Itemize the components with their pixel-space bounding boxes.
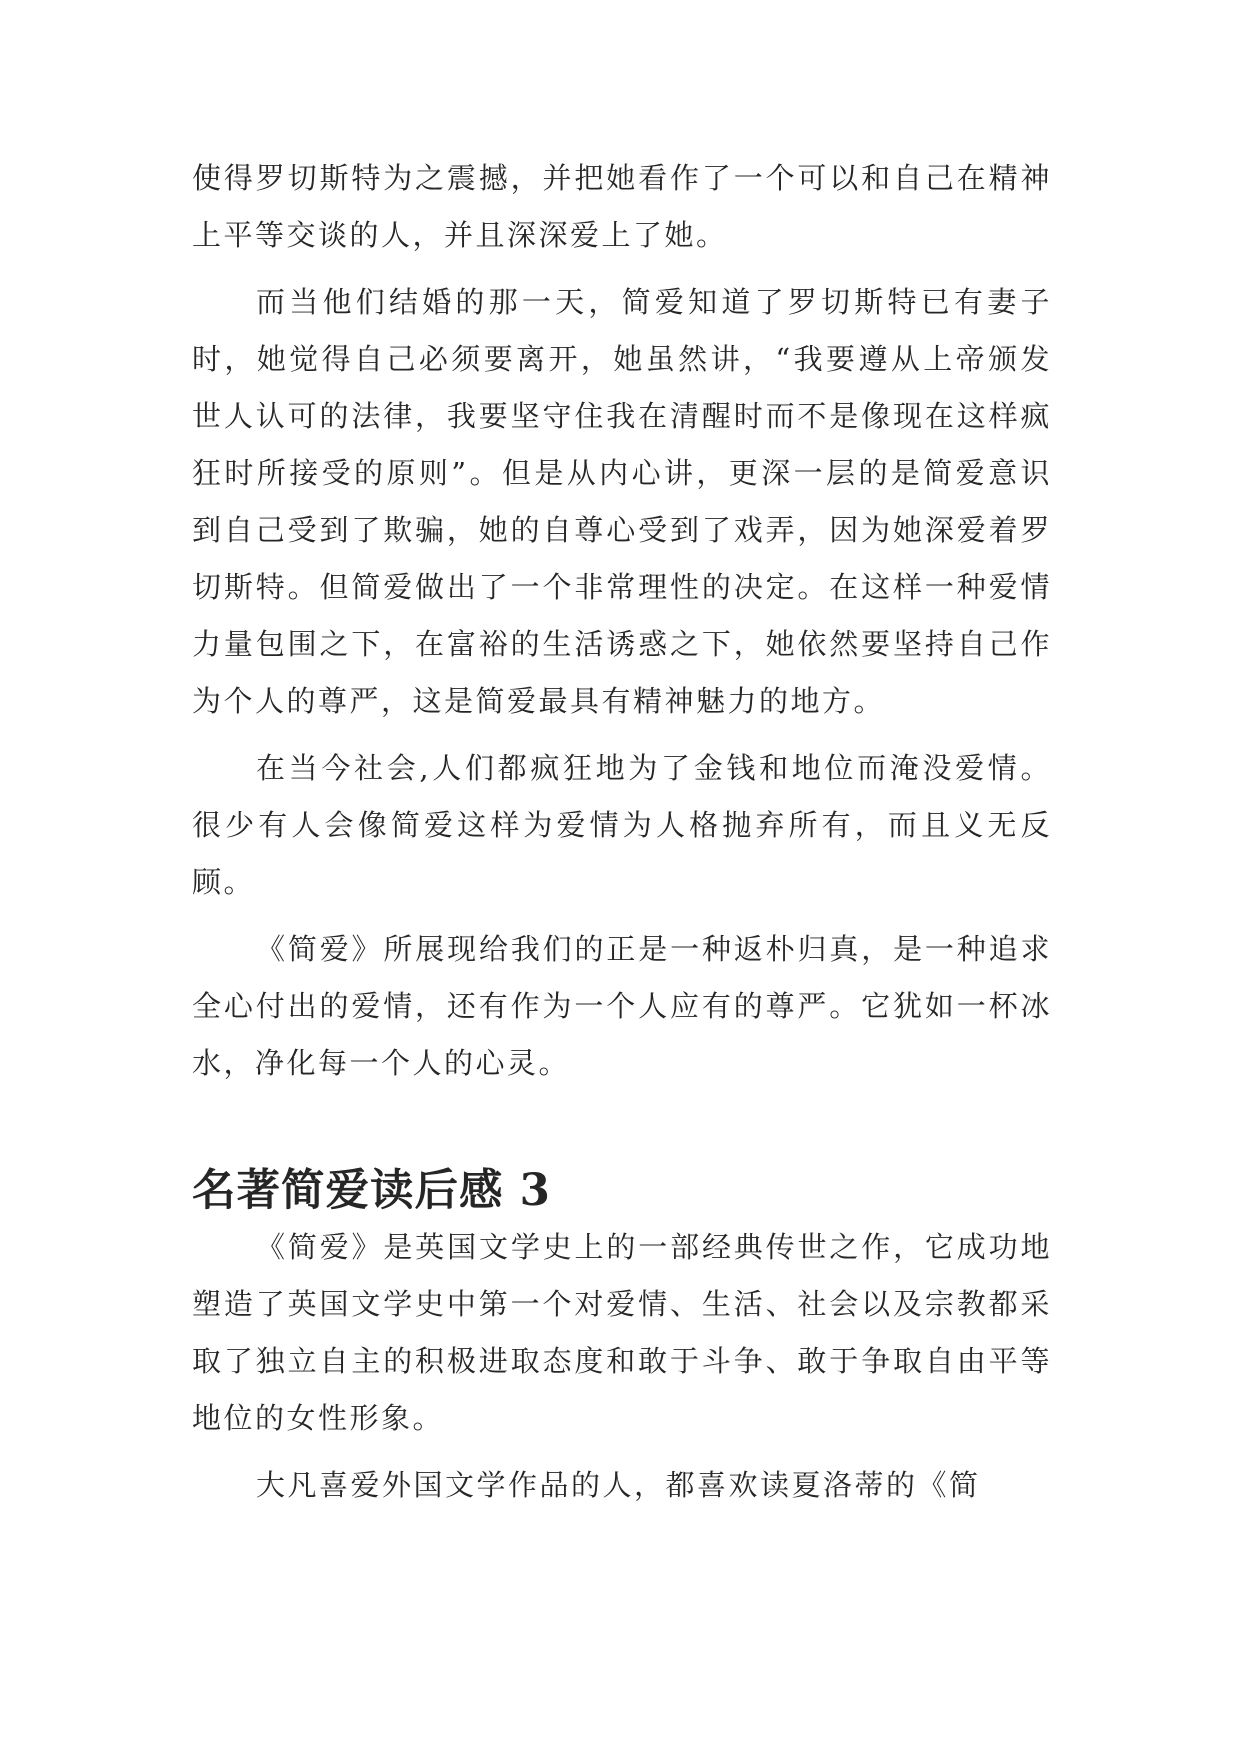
document-page [192, 150, 1052, 1524]
section-title: 名著简爱读后感 3 [192, 1165, 551, 1216]
paragraph: 《简爱》所展现给我们的正是一种返朴归真，是一种追求全心付出的爱情，还有作为一个人应有的尊严。它犹如一杯冰水，净化每一个人的心灵。 [192, 932, 1052, 1080]
paragraph-continuation: 使得罗切斯特为之震撼，并把她看作了一个可以和自己在精神上平等交谈的人，并且深深爱上了她。 [192, 161, 1052, 252]
paragraph: 大凡喜爱外国文学作品的人，都喜欢读夏洛蒂的《简 [256, 1468, 981, 1502]
paragraph: 《简爱》是英国文学史上的一部经典传世之作，它成功地塑造了英国文学史中第一个对爱情、生活、社会以及宗教都采取了独立自主的积极进取态度和敢于斗争、敢于争取自由平等地位的女性形象。 [192, 1230, 1052, 1435]
paragraph: 而当他们结婚的那一天，简爱知道了罗切斯特已有妻子时，她觉得自己必须要离开，她虽然讲，“我要遵从上帝颁发世人认可的法律，我要坚守住我在清醒时而不是像现在这样疯狂时所接受的原则”。但是从内心讲，更深一层的是简爱意识到自己受到了欺骗，她的自尊心受到了戏弄，因为她深爱着罗切斯特。但简爱做出了一个非常理性的决定。在这样一种爱情力量包围之下，在富裕的生活诱惑之下，她依然要坚持自己作为个人的尊严，这是简爱最具有精神魅力的地方。 [192, 285, 1052, 718]
section-spacer [192, 1102, 1052, 1162]
paragraph: 在当今社会,人们都疯狂地为了金钱和地位而淹没爱情。很少有人会像简爱这样为爱情为人格抛弃所有，而且义无反顾。 [192, 751, 1052, 899]
